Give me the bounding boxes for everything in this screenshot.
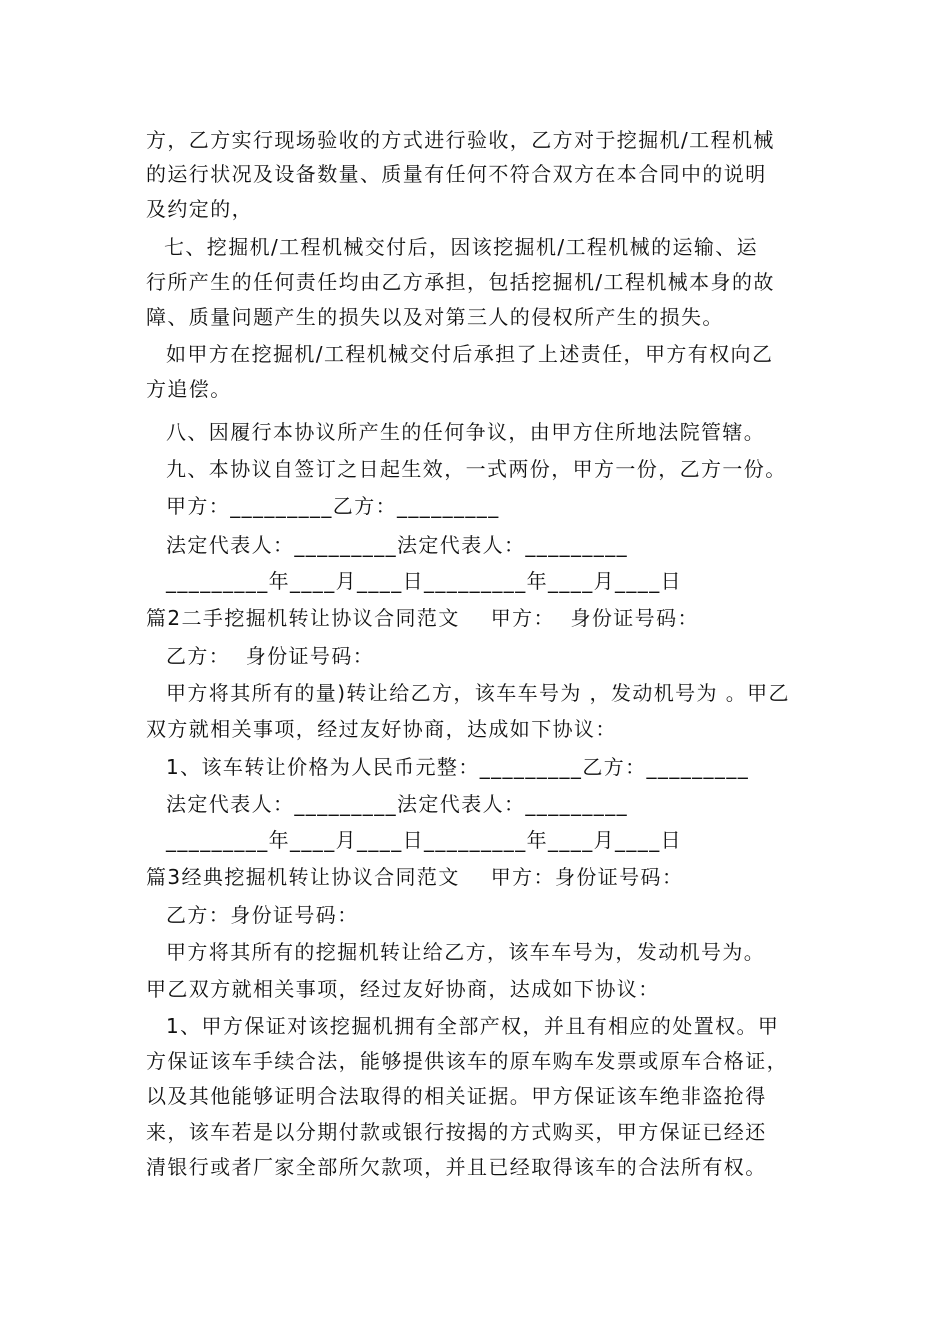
text-line: 以及其他能够证明合法取得的相关证据。甲方保证该车绝非盗抢得 — [146, 1084, 767, 1108]
text-line: 乙方：身份证号码： — [166, 903, 359, 927]
text-line: 方，乙方实行现场验收的方式进行验收，乙方对于挖掘机/工程机械 — [146, 128, 775, 152]
text-line: 甲方将其所有的量)转让给乙方，该车车号为 ，发动机号为 。甲乙 — [166, 681, 790, 705]
text-line: 方追偿。 — [146, 377, 232, 401]
text-line: 障、质量问题产生的损失以及对第三人的侵权所产生的损失。 — [146, 305, 724, 329]
date-line: _________年____月____日_________年____月____日 — [166, 569, 682, 593]
text-line: 八、因履行本协议所产生的任何争议，由甲方住所地法院管辖。 — [166, 420, 766, 444]
text-line: 双方就相关事项，经过友好协商，达成如下协议： — [146, 717, 617, 741]
text-line: 乙方： 身份证号码： — [166, 644, 375, 668]
text-line: 如甲方在挖掘机/工程机械交付后承担了上述责任，甲方有权向乙 — [166, 342, 774, 366]
section-heading: 篇3经典挖掘机转让协议合同范文 甲方：身份证号码： — [146, 865, 684, 889]
signature-line: 甲方：_________乙方：_________ — [166, 494, 500, 518]
text-line: 甲方将其所有的挖掘机转让给乙方，该车车号为，发动机号为。 — [166, 940, 766, 964]
text-line: 清银行或者厂家全部所欠款项，并且已经取得该车的合法所有权。 — [146, 1155, 767, 1179]
text-line: 来，该车若是以分期付款或银行按揭的方式购买，甲方保证已经还 — [146, 1120, 767, 1144]
date-line: _________年____月____日_________年____月____日 — [166, 828, 682, 852]
text-line: 七、挖掘机/工程机械交付后，因该挖掘机/工程机械的运输、运 — [164, 235, 759, 259]
text-line: 及约定的， — [146, 197, 253, 221]
text-line: 甲乙双方就相关事项，经过友好协商，达成如下协议： — [146, 977, 660, 1001]
signature-line: 法定代表人：_________法定代表人：_________ — [166, 533, 628, 557]
text-line: 的运行状况及设备数量、质量有任何不符合双方在本合同中的说明 — [146, 162, 767, 186]
text-line: 方保证该车手续合法，能够提供该车的原车购车发票或原车合格证， — [146, 1049, 788, 1073]
signature-line: 法定代表人：_________法定代表人：_________ — [166, 792, 628, 816]
section-heading: 篇2二手挖掘机转让协议合同范文 甲方： 身份证号码： — [146, 606, 699, 630]
text-line: 1、该车转让价格为人民币元整：_________乙方：_________ — [166, 755, 750, 779]
text-line: 行所产生的任何责任均由乙方承担，包括挖掘机/工程机械本身的故 — [146, 270, 775, 294]
text-line: 九、本协议自签订之日起生效，一式两份，甲方一份，乙方一份。 — [166, 457, 787, 481]
text-line: 1、甲方保证对该挖掘机拥有全部产权，并且有相应的处置权。甲 — [166, 1014, 780, 1038]
